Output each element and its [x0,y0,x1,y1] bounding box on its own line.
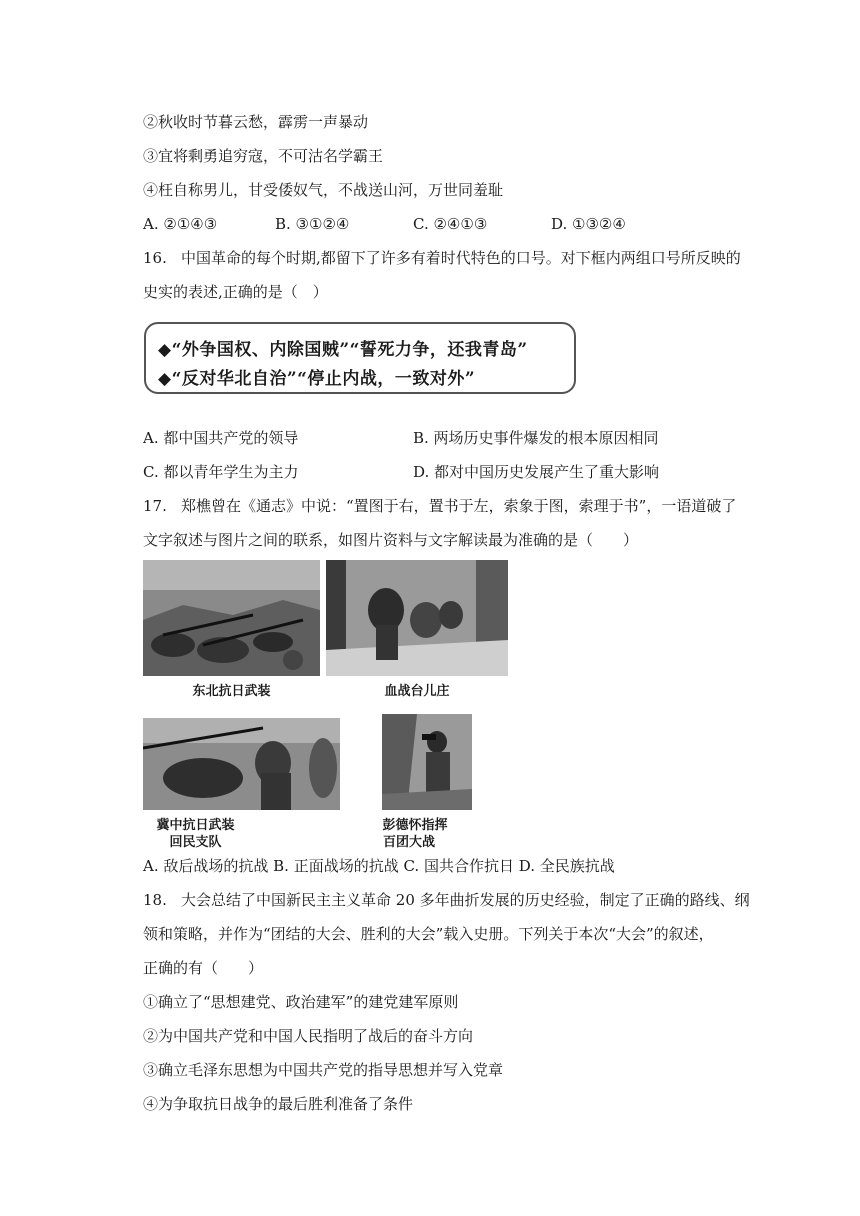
q17-stem-text: 郑樵曾在《通志》中说：“置图于右，置书于左，索象于图，索理于书”，一语道破了 [181,497,737,515]
q17-stem-line1 [143,496,736,516]
photo-caption-4-line1: 彭德怀指挥 [382,818,448,833]
q18-item-2: ②为中国共产党和中国人民指明了战后的奋斗方向 [143,1027,474,1045]
slogan-box [144,322,576,394]
q18-stem-line2: 领和策略，并作为“团结的大会、胜利的大会”载入史册。下列关于本次“大会”的叙述， [143,925,714,943]
q16-stem-text: 中国革命的每个时期,都留下了许多有着时代特色的口号。对下框内两组口号所反映的 [181,249,741,267]
q17-number: 17. [143,497,167,515]
photo-caption-3-line1: 冀中抗日武装 [156,818,235,833]
q17-options[interactable]: A. 敌后战场的抗战 B. 正面战场的抗战 C. 国共合作抗日 D. 全民族抗战 [143,857,615,875]
q18-stem-line1 [143,890,750,910]
q15-option-b[interactable]: B. ③①②④ [275,215,350,233]
q16-option-d[interactable]: D. 都对中国历史发展产生了重大影响 [413,463,660,481]
photo-caption-1: 东北抗日武装 [192,684,271,699]
photo-hundred-regiments [382,714,472,810]
q18-stem-text: 大会总结了中国新民主主义革命 20 多年曲折发展的历史经验，制定了正确的路线、纲 [181,891,750,909]
q18-item-4: ④为争取抗日战争的最后胜利准备了条件 [143,1095,414,1113]
q17-stem-line2: 文字叙述与图片之间的联系，如图片资料与文字解读最为准确的是（ ） [143,531,639,549]
q15-option-a[interactable]: A. ②①④③ [143,215,218,233]
photo-hui-detachment [143,718,340,810]
q16-option-c[interactable]: C. 都以青年学生为主力 [143,463,299,481]
slogan-1: ◆“外争国权、内除国贼”“誓死力争，还我青岛” [158,340,528,360]
photo-hui-detachment-image [143,718,340,810]
q18-number: 18. [143,891,167,909]
q16-stem-line2: 史实的表述,正确的是（ ） [143,283,328,301]
photo-caption-4-line2: 百团大战 [382,835,435,850]
q16-stem-line1 [143,248,741,268]
q15-option-d[interactable]: D. ①③②④ [551,215,626,233]
q15-option-c[interactable]: C. ②④①③ [413,215,488,233]
q15-item-4: ④枉自称男儿，甘受倭奴气，不战送山河，万世同羞耻 [143,181,504,199]
photo-northeast-resistance-image [143,560,320,676]
q16-option-a[interactable]: A. 都中国共产党的领导 [143,429,299,447]
photo-northeast-resistance [143,560,320,676]
q15-item-3: ③宜将剩勇追穷寇，不可沽名学霸王 [143,147,384,165]
photo-hundred-regiments-image [382,714,472,810]
q15-item-2: ②秋收时节暮云愁，霹雳一声暴动 [143,113,369,131]
q18-item-1: ①确立了“思想建党、政治建军”的建党建军原则 [143,993,459,1011]
q18-stem-line3: 正确的有（ ） [143,959,264,977]
photo-taierzhuang [326,560,508,676]
q18-item-3: ③确立毛泽东思想为中国共产党的指导思想并写入党章 [143,1061,504,1079]
photo-caption-3-line2: 回民支队 [169,835,222,850]
q16-number: 16. [143,249,167,267]
photo-caption-2: 血战台儿庄 [384,684,450,699]
q16-option-b[interactable]: B. 两场历史事件爆发的根本原因相同 [413,429,659,447]
slogan-2: ◆“反对华北自治”“停止内战，一致对外” [158,369,476,389]
photo-taierzhuang-image [326,560,508,676]
